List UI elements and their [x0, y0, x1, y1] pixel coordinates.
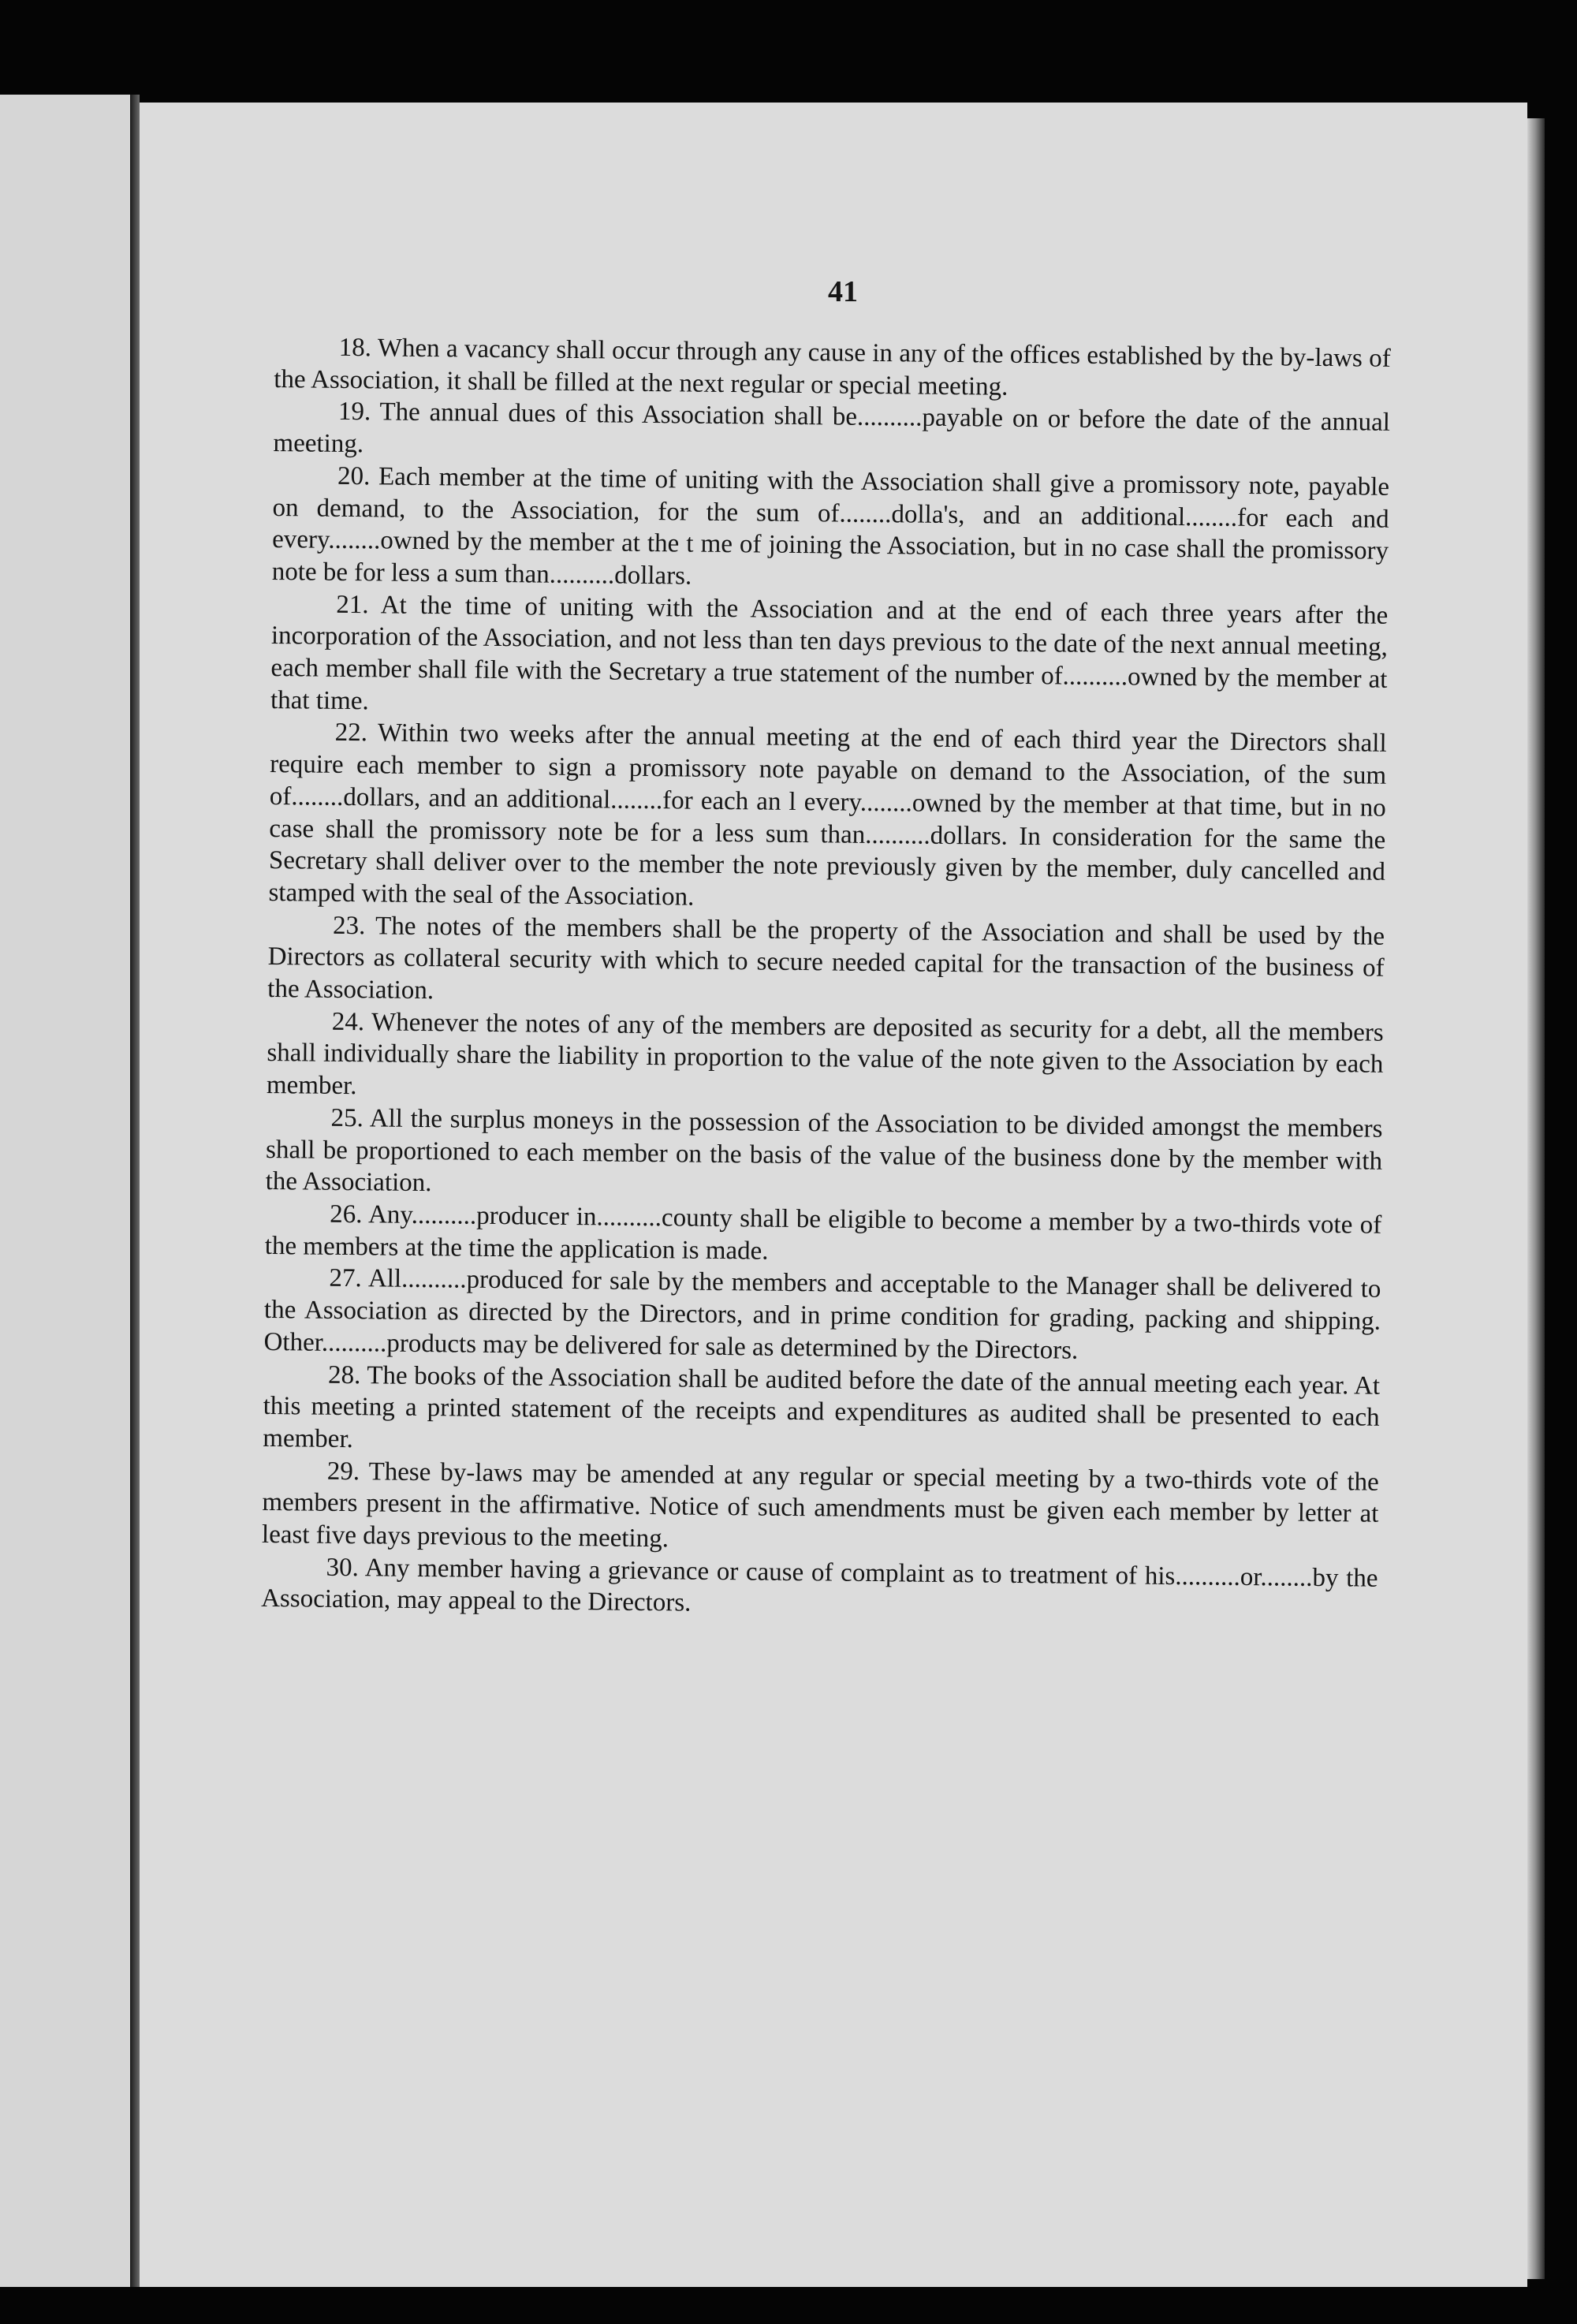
bylaw-27: 27. All..........produced for sale by the members and acceptable to the Manager shall be delivered to the Association as directed by the Directors, and in prime condition for grading, packing and shipping. Other..........products may be delivered for sale as determined by the Directors.	[263, 1264, 1381, 1365]
bylaw-20: 20. Each member at the time of uniting with the Association shall give a promissory note, payable on demand, to the Association, for the sum of........dolla's, and an additional........for each and every........owned by the member at the t me of joining the Association, but in no case shall the promissory note be for less a sum than..........dollars.	[271, 461, 1390, 591]
bylaw-18: 18. When a vacancy shall occur through any cause in any of the offices established by the by-laws of the Association, it shall be filled at the next regular or special meeting.	[274, 333, 1391, 401]
bylaw-25: 25. All the surplus moneys in the possession of the Association to be divided amongst the members shall be proportioned to each member on the basis of the value of the business done by the member with the Association.	[265, 1103, 1383, 1198]
bylaw-23: 23. The notes of the members shall be the property of the Association and shall be used by the Directors as collateral security with which to secure needed capital for the transaction of the business of the Association.	[267, 911, 1385, 1005]
book-gutter	[130, 95, 140, 2287]
page-right-edge	[1527, 118, 1545, 2279]
bylaw-22: 22. Within two weeks after the annual meeting at the end of each third year the Directors shall require each member to sign a promissory note payable on demand to the Association, of the sum of........dollars, and an additional........for each an l every........owned by the member at that time, but in no case shall the promissory note be for a less sum than..........dollars. In consideration for the same the Secretary shall deliver over to the member the note previously given by the member, duly cancelled and stamped with the seal of the Association.	[268, 718, 1387, 912]
bylaws-text	[261, 331, 1391, 1627]
bylaw-30: 30. Any member having a grievance or cause of complaint as to treatment of his..........or........by the Association, may appeal to the Directors.	[260, 1553, 1378, 1618]
bylaw-24: 24. Whenever the notes of any of the members are deposited as security for a debt, all the members shall individually share the liability in proportion to the value of the note given to the Association by each member.	[266, 1007, 1384, 1101]
bylaw-28: 28. The books of the Association shall be audited before the date of the annual meeting each year. At this meeting a printed statement of the receipts and expenditures as audited shall be presented to each member.	[263, 1360, 1381, 1454]
bylaw-21: 21. At the time of uniting with the Association and at the end of each three years after the incorporation of the Association, and not less than ten days previous to the date of the next annual meeting, each member shall file with the Secretary a true statement of the number of..........owned by the member at that time.	[270, 590, 1389, 716]
left-page-edge	[0, 95, 132, 2287]
bylaw-29: 29. These by-laws may be amended at any regular or special meeting by a two-thirds vote of the members present in the affirmative. Notice of such amendments must be given each member by letter at least five days previous to the meeting.	[261, 1457, 1379, 1554]
bylaw-19: 19. The annual dues of this Association shall be..........payable on or before the date of the annual meeting.	[273, 397, 1391, 459]
bylaw-26: 26. Any..........producer in..........county shall be eligible to become a member by a two-thirds vote of the members at the time the application is made.	[264, 1199, 1382, 1266]
page-number: 41	[828, 275, 858, 308]
